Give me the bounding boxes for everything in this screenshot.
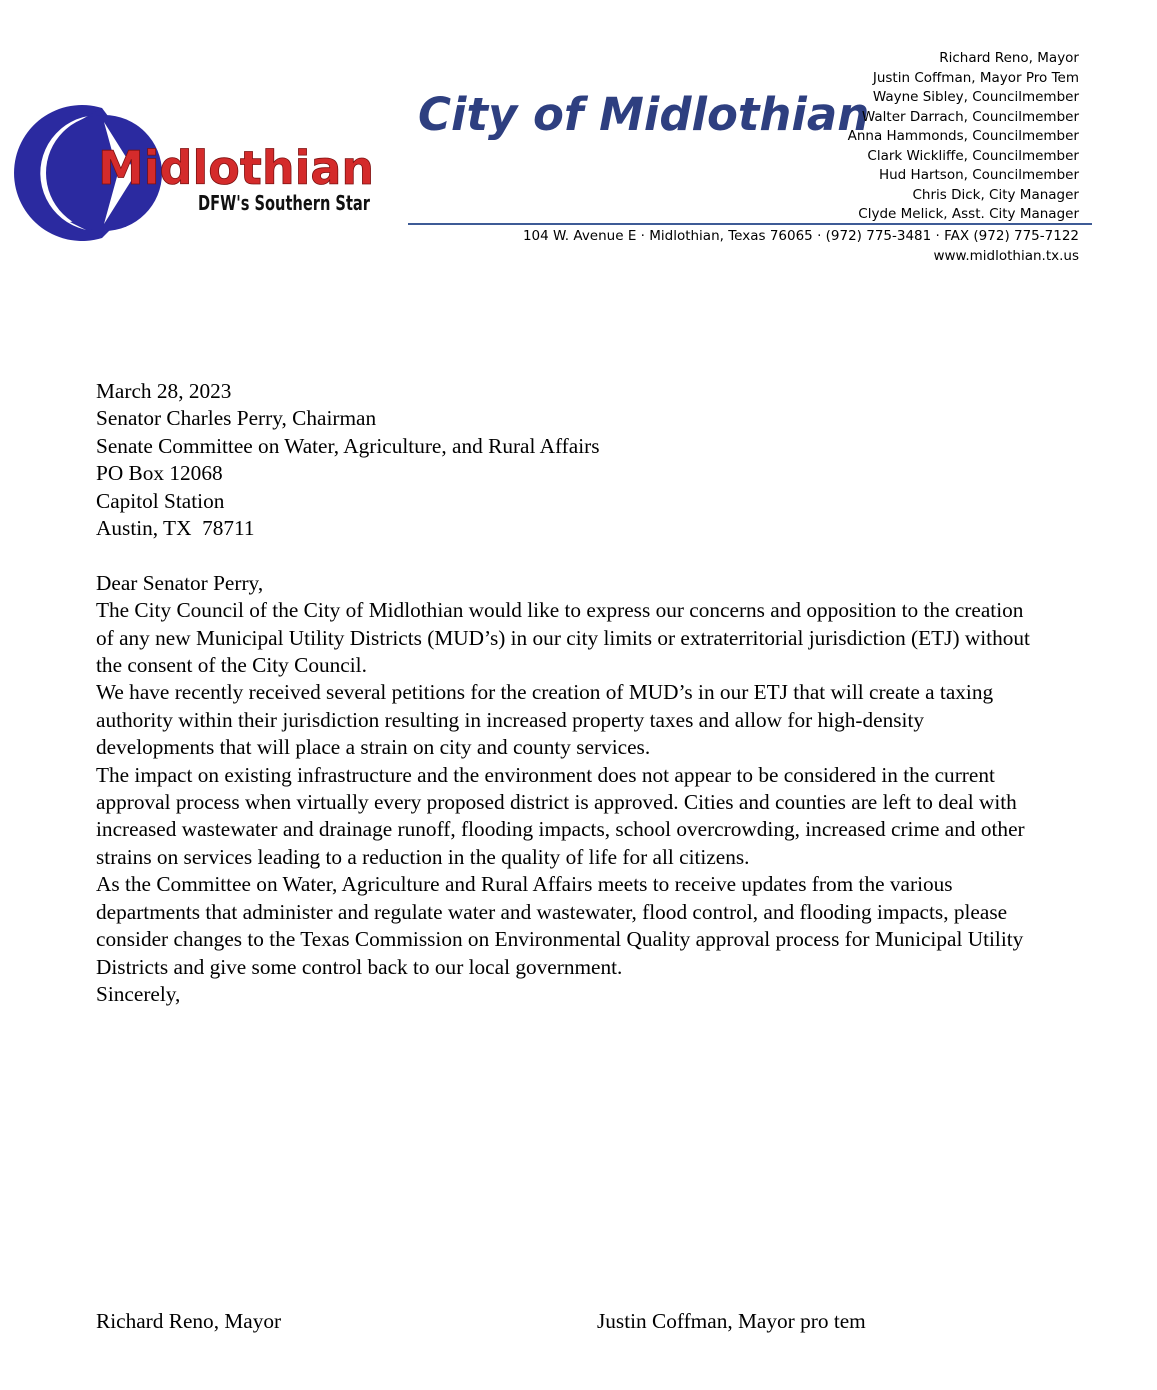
- official-line: Richard Reno, Mayor: [939, 50, 1079, 66]
- address-line: 104 W. Avenue E · Midlothian, Texas 76065 · (972) 775-3481 · FAX (972) 775-7122: [522, 228, 1079, 244]
- letter-body: [96, 378, 1036, 1008]
- officials-list: [848, 49, 1079, 225]
- contact-info: [523, 226, 1079, 266]
- official-line: Anna Hammonds, Councilmember: [847, 128, 1079, 144]
- recipient-line: PO Box 12068: [96, 461, 223, 486]
- letterhead: [0, 0, 1157, 280]
- recipient-line: Senate Committee on Water, Agriculture, and Rural Affairs: [96, 433, 600, 458]
- body-paragraph: As the Committee on Water, Agriculture and Rural Affairs meets to receive updates from the various departments that administer and regulate water and wastewater, flood control, and flooding impacts, please consider changes to the Texas Commission on Environmental Quality approval process for Municipal Utility Districts and give some control back to our local government.: [96, 872, 1024, 979]
- official-line: Clark Wickliffe, Councilmember: [867, 147, 1079, 164]
- city-title: City of Midlothian: [418, 88, 870, 141]
- salutation: Dear Senator Perry,: [96, 570, 264, 595]
- official-line: Walter Darrach, Councilmember: [861, 108, 1079, 125]
- recipient-line: Capitol Station: [96, 488, 225, 513]
- city-logo: [40, 104, 390, 244]
- official-line: Wayne Sibley, Councilmember: [872, 89, 1079, 105]
- body-paragraph: The impact on existing infrastructure and the environment does not appear to be considered in the current approval process when virtually every proposed district is approved. Cities and counties are left to deal with increased wastewater and drainage runoff, flooding impacts, school overcrowding, increased crime and other strains on services leading to a reduction in the quality of life for all citizens.: [96, 762, 1025, 869]
- letterhead-divider: [408, 223, 1092, 225]
- recipient-line: Austin, TX 78711: [96, 516, 255, 541]
- recipient-line: Senator Charles Perry, Chairman: [96, 406, 377, 431]
- official-line: Hud Hartson, Councilmember: [878, 167, 1079, 183]
- website-link[interactable]: www.midlothian.tx.us: [933, 248, 1079, 264]
- closing: Sincerely,: [96, 981, 181, 1006]
- midlothian-star-logo-icon: [40, 104, 390, 244]
- signatory-mayor-pro-tem: Justin Coffman, Mayor pro tem: [597, 1309, 866, 1333]
- official-line: Chris Dick, City Manager: [912, 186, 1079, 203]
- letter-date: March 28, 2023: [96, 379, 232, 403]
- signatory-mayor: Richard Reno, Mayor: [96, 1309, 282, 1333]
- official-line: Clyde Melick, Asst. City Manager: [858, 206, 1079, 222]
- recipient-address: [96, 405, 1036, 542]
- logo-tagline: DFW's Southern Star: [198, 191, 371, 215]
- body-paragraph: The City Council of the City of Midlothian would like to express our concerns and opposition to the creation of any new Municipal Utility Districts (MUD’s) in our city limits or extraterritorial jurisdiction (ETJ) without the consent of the City Council.: [96, 598, 1030, 678]
- official-line: Justin Coffman, Mayor Pro Tem: [872, 69, 1079, 86]
- logo-wordmark: Midlothian: [98, 141, 375, 195]
- body-paragraph: We have recently received several petitions for the creation of MUD’s in our ETJ that will create a taxing authority within their jurisdiction resulting in increased property taxes and allow for high-density developments that will place a strain on city and county services.: [96, 680, 994, 760]
